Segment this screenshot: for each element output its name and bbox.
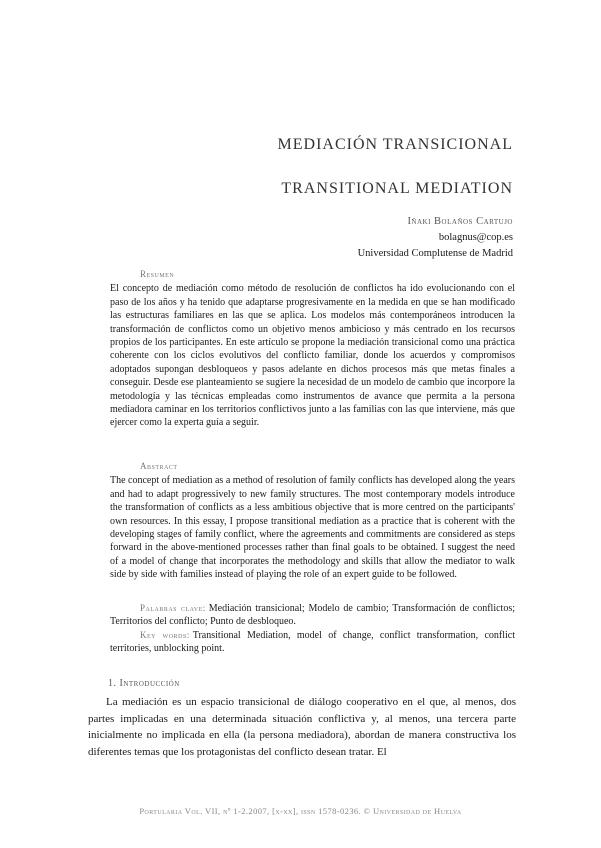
title-english: TRANSITIONAL MEDIATION — [281, 180, 513, 197]
keywords-es-label: Palabras clave: — [140, 603, 206, 613]
intro-body — [88, 694, 516, 760]
keywords-en-text: Transitional Mediation, model of change, conflict transformation, conflict territories, unblocking point. — [110, 629, 515, 655]
resumen-text: El concepto de mediación como método de resolución de conflictos ha ido evolucionando con el paso de los años y ha tenido que adaptarse progresivamente en la medida en que se han modificado las estructuras familiares en las que se aplica. Los modelos más contemporáneos introducen la transformación de conflictos como un objetivo menos ambicioso y más centrado en los recursos propios de los participantes. En este artículo se propone la mediación transicional como una práctica coherente con los ciclos evolutivos del conflicto familiar, donde los acuerdos y compromisos adoptados supongan desbloqueos y pasos adelante en dichos procesos más que metas finales a conseguir. Desde ese planteamiento se sugiere la necesidad de un modelo de cambio que incorpore la metodología y las técnicas empleadas como instrumentos de avance que permita a la persona mediadora caminar en los territorios conflictivos junto a las familias con las que interviene, más que ejercer como la experta guía a seguir. — [110, 283, 515, 429]
intro-text: La mediación es un espacio transicional de diálogo cooperativo en el que, al menos, dos partes implicadas en una determinada situación conflictiva y, al menos, una tercera parte inicialmente no implicada en ella (la persona mediadora), abordan de manera constructiva los diferentes temas que los protagonistas del conflicto desean tratar. El — [88, 696, 516, 758]
abstract-section — [110, 460, 515, 582]
abstract-label: Abstract — [140, 461, 178, 471]
keywords-section — [110, 602, 515, 656]
intro-heading: 1. Introducción — [108, 678, 180, 689]
author-block — [358, 214, 513, 262]
page-footer: Portularia Vol. VII, nº 1-2.2007, [x-xx], issn 1578-0236. © Universidad de Huelva — [139, 806, 462, 816]
author-email: bolagnus@cop.es — [438, 232, 513, 243]
resumen-section — [110, 268, 515, 430]
keywords-en — [110, 629, 515, 656]
keywords-es — [110, 602, 515, 629]
resumen-label: Resumen — [140, 269, 175, 279]
keywords-en-label: Key words: — [140, 629, 190, 640]
title-spanish: MEDIACIÓN TRANSICIONAL — [277, 136, 513, 153]
author-name: Iñaki Bolaños Cartujo — [407, 216, 513, 227]
author-affiliation: Universidad Complutense de Madrid — [357, 248, 513, 259]
abstract-text: The concept of mediation as a method of resolution of family conflicts has developed along the years and had to adapt progressively to new family structures. The most contemporary models introduce the transformation of conflicts as a less ambitious objective that is more centred on the participants' own resources. In this essay, I propose transitional mediation as a practice that is coherent with the developing stages of family conflict, where the agreements and commitments are considered as steps forward in the above-mentioned processes rather than final goals to be obtained. I suggest the need of a model of change that incorporates the methodology and skills that allow the mediator to walk side by side with families instead of playing the role of an expert guide to be followed. — [110, 475, 515, 581]
keywords-es-text: Mediación transicional; Modelo de cambio; Transformación de conflictos; Territorios del conflicto; Punto de desbloqueo. — [110, 603, 515, 628]
